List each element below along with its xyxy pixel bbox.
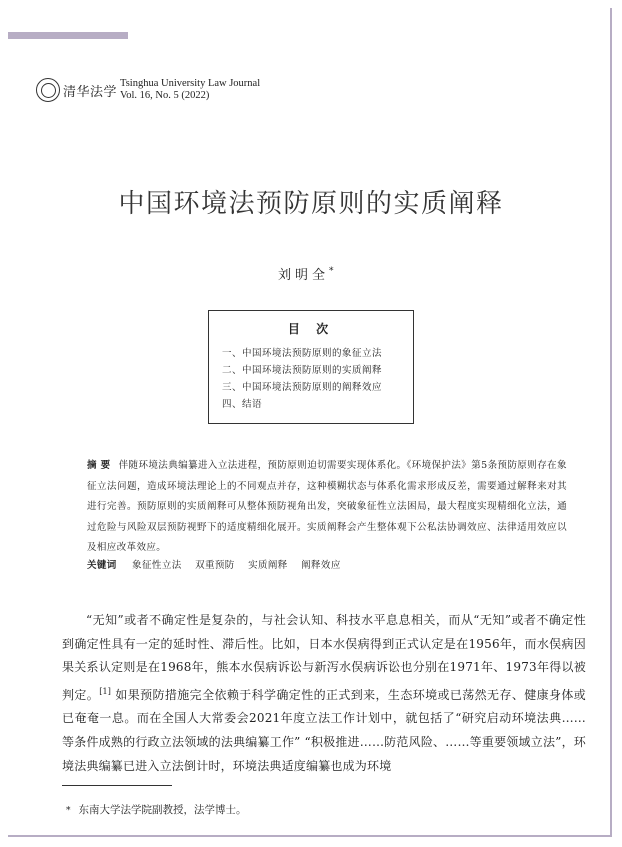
top-accent-bar [8,32,128,39]
footnote [66,802,247,817]
body-text-part2: 如果预防措施完全依赖于科学确定性的正式到来，生态环境或已荡然无存、健康身体或已奄奄一息。而在全国人大常委会2021年度立法工作计划中，就包括了“研究启动环境法典……等条件成熟的行政立法领域的法典编纂工作” “积极推进……防范风险、……等重要领域立法”，环境法典编纂已进入立法倒计时，环境法典适度编纂也成为环境 [62,687,586,773]
toc-list [222,345,413,413]
author-name: 刘明全 [278,268,330,283]
keywords-label: 关键词 [87,560,117,571]
keyword: 阐释效应 [301,560,341,571]
citation-link[interactable]: [1] [99,686,112,696]
abstract-text: 伴随环境法典编纂进入立法进程，预防原则迫切需要实现体系化。《环境保护法》第5条预防原则存在象征立法问题，造成环境法理论上的不同观点并存，这种模糊状态与体系化需求形成反差，需要通过解释来对其进行完善。预防原则的实质阐释可从整体预防视角出发，突破象征性立法困局，最大程度实现精细化立法，通过危险与风险双层预防视野下的适度精细化展开。实质阐释会产生整体观下公私法协调效应、法律适用效应以及相应改革效应。 [87,460,567,554]
journal-info [120,78,260,102]
toc-item: 四、结语 [222,399,263,410]
author-note-mark: * [329,266,334,277]
abstract [87,456,567,559]
footnote-mark: * [66,806,71,816]
article-title: 中国环境法预防原则的实质阐释 [118,189,504,219]
toc-item: 一、中国环境法预防原则的象征立法 [222,348,383,359]
abstract-label: 摘 要 [87,460,111,471]
footnote-divider [62,785,172,786]
toc-item: 二、中国环境法预防原则的实质阐释 [222,365,383,376]
toc-heading: 目 次 [287,322,335,336]
journal-issue: Vol. 16, No. 5 (2022) [120,90,210,101]
journal-name-en: Tsinghua University Law Journal [120,78,261,89]
table-of-contents [208,310,414,424]
keywords [87,557,351,571]
keyword: 实质阐释 [248,560,288,571]
journal-name-cn: 清华法学 [63,84,118,100]
article-author [278,264,334,283]
journal-seal-icon [36,78,60,102]
journal-header [36,78,260,102]
body-paragraph [62,609,586,778]
toc-item: 三、中国环境法预防原则的阐释效应 [222,382,383,393]
body-text-part1: “无知”或者不确定性是复杂的，与社会认知、科技水平息息相关，而从“无知”或者不确定性到确定性具有一定的延时性、滞后性。比如，日本水俣病得到正式认定是在1956年，而水俣病因果关系认定则是在1968年，熊本水俣病诉讼与新泻水俣病诉讼也分别在1971年、1973年得以被判定。 [62,613,586,702]
keyword: 象征性立法 [132,560,182,571]
keyword: 双重预防 [195,560,235,571]
footnote-text: 东南大学法学院副教授，法学博士。 [78,804,247,816]
